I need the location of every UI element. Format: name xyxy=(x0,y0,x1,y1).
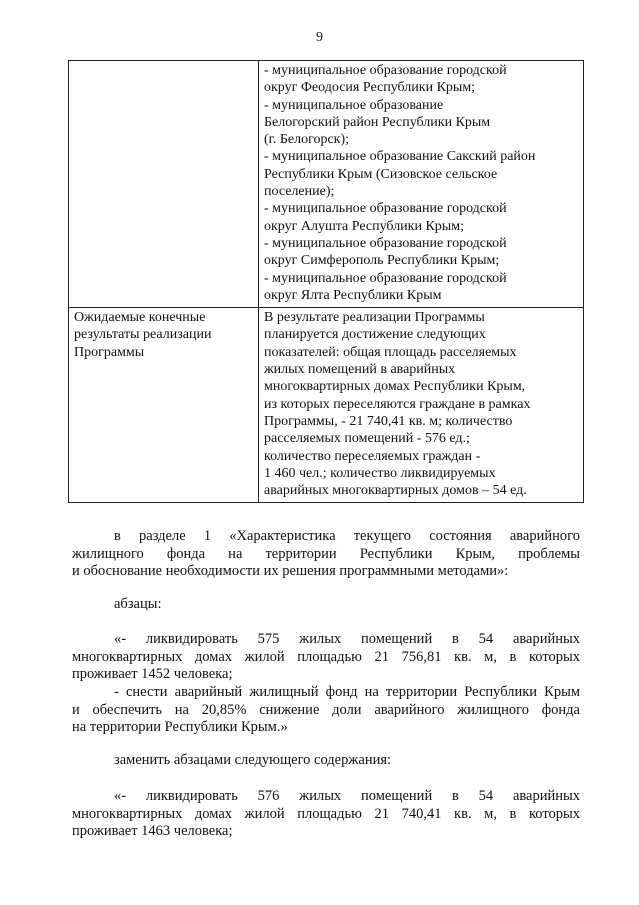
table-line: - муниципальное образование городской xyxy=(264,201,507,217)
table-line: округ Алушта Республики Крым; xyxy=(264,218,464,234)
paragraph-abzacy xyxy=(72,596,580,614)
table-line: - муниципальное образование городской xyxy=(264,235,507,251)
table-line: округ Симферополь Республики Крым; xyxy=(264,253,500,269)
paragraph-line: многоквартирных домах жилой площадью 21 740,41 кв. м, в которых xyxy=(72,805,580,822)
paragraph-section-reference xyxy=(72,528,580,581)
table-line: Белогорский район Республики Крым xyxy=(264,114,491,130)
table-row xyxy=(69,308,584,503)
table-line: В результате реализации Программы xyxy=(264,310,485,326)
table-line: (г. Белогорск); xyxy=(264,132,350,148)
table-line: расселяемых помещений - 576 ед.; xyxy=(264,431,470,447)
paragraph-line: и обеспечить на 20,85% снижение доли аварийного жилищного фонда xyxy=(72,701,580,718)
paragraph-line: «- ликвидировать 576 жилых помещений в 54 аварийных xyxy=(114,788,580,804)
table-line: поселение); xyxy=(264,184,335,200)
passport-table xyxy=(68,60,584,503)
paragraph-line: - снести аварийный жилищный фонд на территории Республики Крым xyxy=(114,684,580,700)
table-line: многоквартирных домах Республики Крым, xyxy=(264,379,526,395)
table-line: - муниципальное образование городской xyxy=(264,63,507,78)
table-line: Программы, - 21 740,41 кв. м; количество xyxy=(264,413,513,429)
page-number: 9 xyxy=(316,30,323,45)
table-line: округ Феодосия Республики Крым; xyxy=(264,80,476,96)
paragraph-line: «- ликвидировать 575 жилых помещений в 54 аварийных xyxy=(114,631,580,647)
table-line: результаты реализации xyxy=(74,327,212,343)
paragraph-line: многоквартирных домах жилой площадью 21 756,81 кв. м, в которых xyxy=(72,648,580,665)
paragraph-new-item-1 xyxy=(72,788,580,841)
paragraph-old-item-2 xyxy=(72,684,580,737)
paragraph-old-item-1 xyxy=(72,631,580,684)
table-cell-right-row2 xyxy=(259,308,584,503)
table-line: из которых переселяются граждане в рамках xyxy=(264,396,531,412)
table-line: 1 460 чел.; количество ликвидируемых xyxy=(264,465,496,481)
table-line: жилых помещений в аварийных xyxy=(264,362,456,378)
paragraph-replace xyxy=(72,752,580,770)
paragraph-line: на территории Республики Крым.» xyxy=(72,719,288,735)
paragraph-line: проживает 1463 человека; xyxy=(72,823,233,839)
table-line: Программы xyxy=(74,344,145,360)
table-cell-left-row1 xyxy=(69,61,259,308)
table-line: Республики Крым (Сизовское сельское xyxy=(264,166,498,182)
table-line: аварийных многоквартирных домов – 54 ед. xyxy=(264,483,527,499)
paragraph-line: жилищного фонда на территории Республики Крым, проблемы xyxy=(72,545,580,562)
table-cell-left-row2 xyxy=(69,308,259,503)
table-line: показателей: общая площадь расселяемых xyxy=(264,344,517,360)
paragraph-line: проживает 1452 человека; xyxy=(72,666,233,682)
paragraph-line: в разделе 1 «Характеристика текущего состояния аварийного xyxy=(114,528,580,544)
paragraph-line: заменить абзацами следующего содержания: xyxy=(114,752,392,768)
table-cell-right-row1 xyxy=(259,61,584,308)
paragraph-line: и обоснование необходимости их решения программными методами»: xyxy=(72,563,509,579)
table-line: количество переселяемых граждан - xyxy=(264,448,481,464)
table-line: - муниципальное образование Сакский район xyxy=(264,149,536,165)
table-line: планируется достижение следующих xyxy=(264,327,486,343)
table-line: округ Ялта Республики Крым xyxy=(264,287,442,303)
table-row xyxy=(69,61,584,308)
table-line: - муниципальное образование xyxy=(264,97,444,113)
table-line: - муниципальное образование городской xyxy=(264,270,507,286)
table-line: Ожидаемые конечные xyxy=(74,310,206,326)
paragraph-line: абзацы: xyxy=(114,596,162,612)
